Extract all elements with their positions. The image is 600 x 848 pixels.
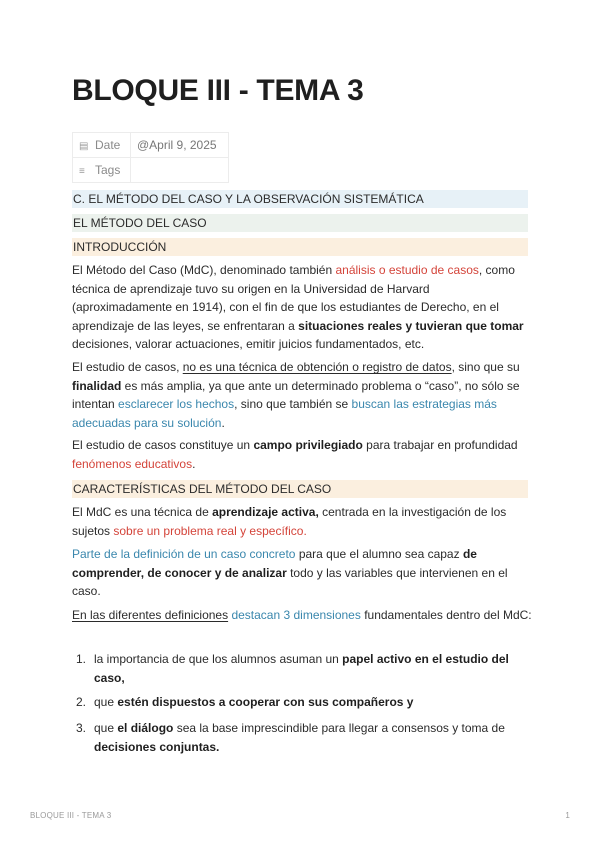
section-heading: C. EL MÉTODO DEL CASO Y LA OBSERVACIÓN SISTEMÁTICA xyxy=(72,190,528,208)
property-row-date[interactable] xyxy=(73,133,229,158)
paragraph-definition: Parte de la definición de un caso concreto para que el alumno sea capaz de comprender, de conocer y de analizar todo y las variables que intervienen en el caso. xyxy=(72,547,508,599)
paragraph-privileged-field: El estudio de casos constituye un campo privilegiado para trabajar en profundidad fenómenos educativos. xyxy=(72,438,518,471)
property-value-date[interactable]: @April 9, 2025 xyxy=(131,133,229,158)
page-number: 1 xyxy=(565,811,570,820)
properties-table xyxy=(72,132,229,183)
page-title: BLOQUE III - TEMA 3 xyxy=(72,74,364,107)
property-key xyxy=(73,133,131,158)
calendar-icon: ▤ xyxy=(79,141,89,152)
footer-title: BLOQUE III - TEMA 3 xyxy=(30,811,112,820)
intro-heading: INTRODUCCIÓN xyxy=(72,238,528,256)
property-label: Date xyxy=(95,138,121,152)
property-label: Tags xyxy=(95,163,121,177)
paragraph-active-technique: El MdC es una técnica de aprendizaje activa, centrada en la investigación de los sujetos sobre un problema real y específico. xyxy=(72,505,507,538)
property-key xyxy=(73,158,131,183)
paragraph-intro: El Método del Caso (MdC), denominado también análisis o estudio de casos, como técnica de aprendizaje tuvo su origen en la Universidad de Harvard (aproximadamente en 1914), con el fin de que los estudiantes de Derecho, en el aprendizaje de las leyes, se enfrentaran a situaciones reales y tuvieran que tomar decisiones, valorar actuaciones, emitir juicios fundamentados, etc. xyxy=(72,263,524,352)
paragraph-case-study: El estudio de casos, no es una técnica de obtención o registro de datos, sino que su finalidad es más amplia, ya que ante un determinado problema o “caso”, no sólo se intentan esclarecer los hechos, sino que también se buscan las estrategias más adecuadas para su solución. xyxy=(72,360,520,430)
method-heading: EL MÉTODO DEL CASO xyxy=(72,214,528,232)
property-value-tags[interactable] xyxy=(131,158,229,183)
property-row-tags[interactable] xyxy=(73,158,229,183)
paragraph-dimensions: En las diferentes definiciones destacan 3 dimensiones fundamentales dentro del MdC: xyxy=(72,608,532,622)
list-icon: ≡ xyxy=(79,166,85,177)
characteristics-heading: CARACTERÍSTICAS DEL MÉTODO DEL CASO xyxy=(72,480,528,498)
